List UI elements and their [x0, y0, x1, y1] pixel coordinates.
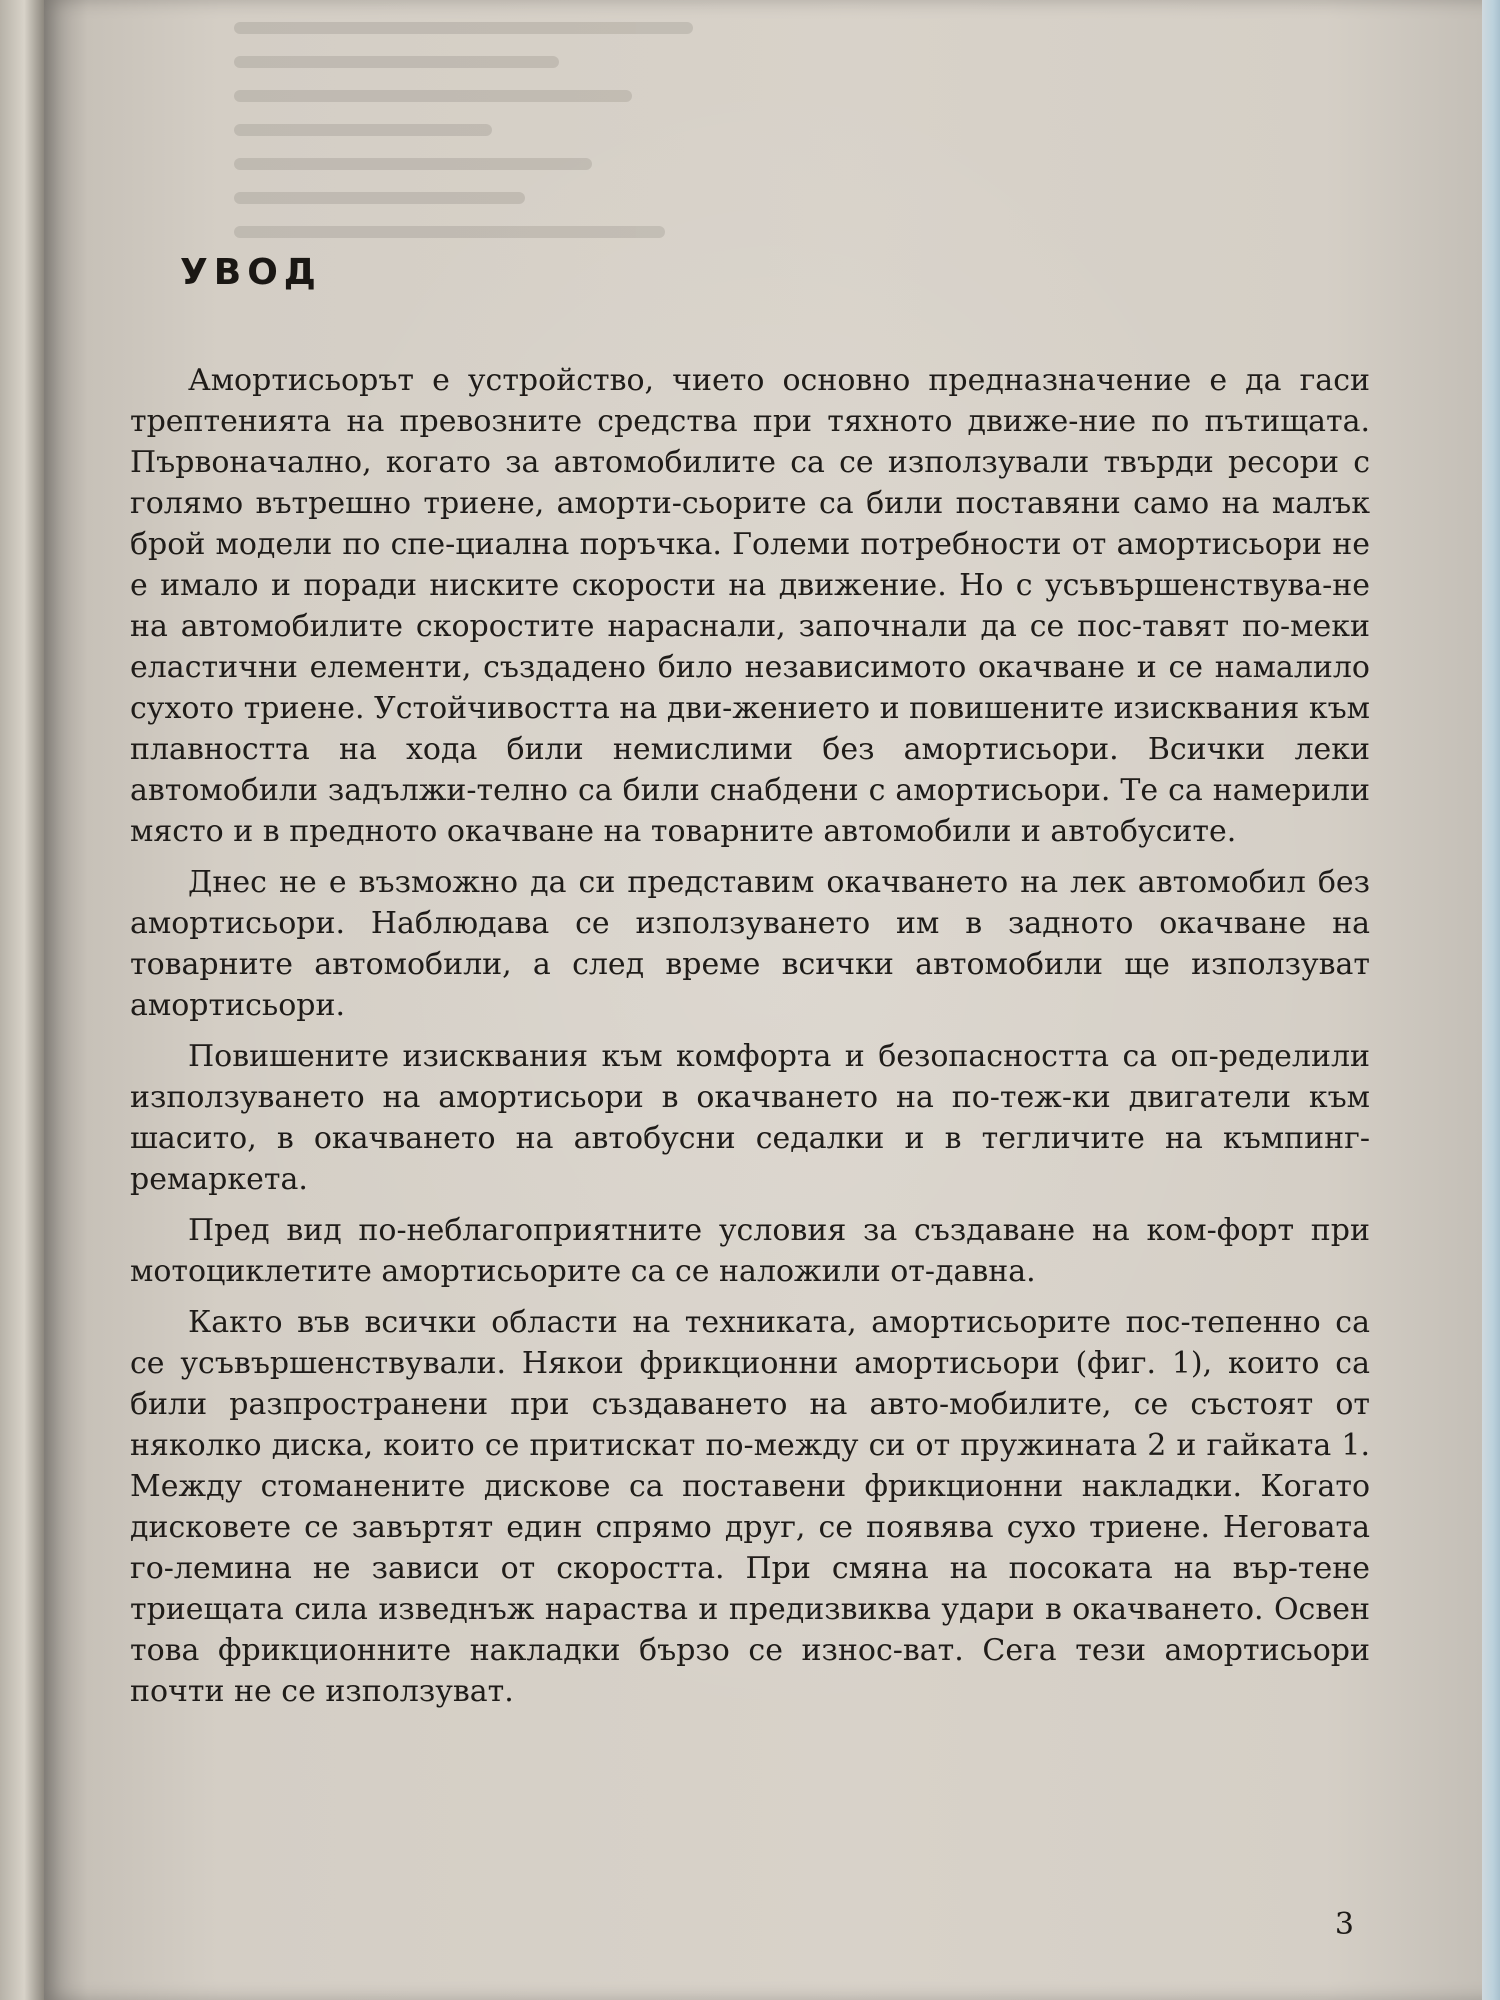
book-page — [44, 0, 1500, 2000]
paragraph-3: Повишените изисквания към комфорта и безопасността са оп-ределили използуването на амортисьори в окачването на по-теж-ки двигатели към шасито, в окачването на автобусни седалки и в тегличите на къмпинг-ремаркета. — [130, 1039, 1370, 1197]
page-title: УВОД — [180, 252, 322, 293]
paragraph-2: Днес не е възможно да си представим окачването на лек автомобил без амортисьори. Наблюдава се използуването им в задното окачване на товарните автомобили, а след време всички автомобили ще използуват амортисьори. — [130, 865, 1370, 1023]
blue-edge-strip — [1482, 0, 1500, 2000]
paragraph-5: Както във всички области на техниката, амортисьорите пос-тепенно са се усъвършенствували. Някои фрикционни амортисьори (фиг. 1), които са били разпространени при създаването на авто-мобилите, се състоят от няколко диска, които се притискат по-между си от пружината 2 и гайката 1. Между стоманените дискове са поставени фрикционни накладки. Когато дисковете се завъртят един спрямо друг, се появява сухо триене. Неговата го-лемина не зависи от скоростта. При смяна на посоката на вър-тене триещата сила изведнъж нараства и предизвиква удари в окачването. Освен това фрикционните накладки бързо се износ-ват. Сега тези амортисьори почти не се използуват. — [130, 1305, 1370, 1709]
paragraph-1: Амортисьорът е устройство, чието основно предназначение е да гаси трептенията на превозните средства при тяхното движе-ние по пътищата. Първоначално, когато за автомобилите са се използували твърди ресори с голямо вътрешно триене, аморти-сьорите са били поставяни само на малък брой модели по спе-циална поръчка. Големи потребности от амортисьори не е имало и поради ниските скорости на движение. Но с усъвършенствува-не на автомобилите скоростите нараснали, започнали да се пос-тавят по-меки еластични елементи, създадено било независимото окачване и се намалило сухото триене. Устойчивостта на дви-жението и повишените изисквания към плавността на хода били немислими без амортисьори. Всички леки автомобили задължи-телно са били снабдени с амортисьори. Те са намерили място и в предното окачване на товарните автомобили и автобусите. — [130, 363, 1370, 849]
previous-page-edge — [0, 0, 44, 2000]
page-content — [130, 0, 1370, 2000]
paragraph-4: Пред вид по-неблагоприятните условия за създаване на ком-форт при мотоциклетите амортисьорите са се наложили от-давна. — [130, 1213, 1370, 1289]
page-number: 3 — [1334, 1907, 1354, 1942]
text-body — [130, 360, 1370, 1722]
